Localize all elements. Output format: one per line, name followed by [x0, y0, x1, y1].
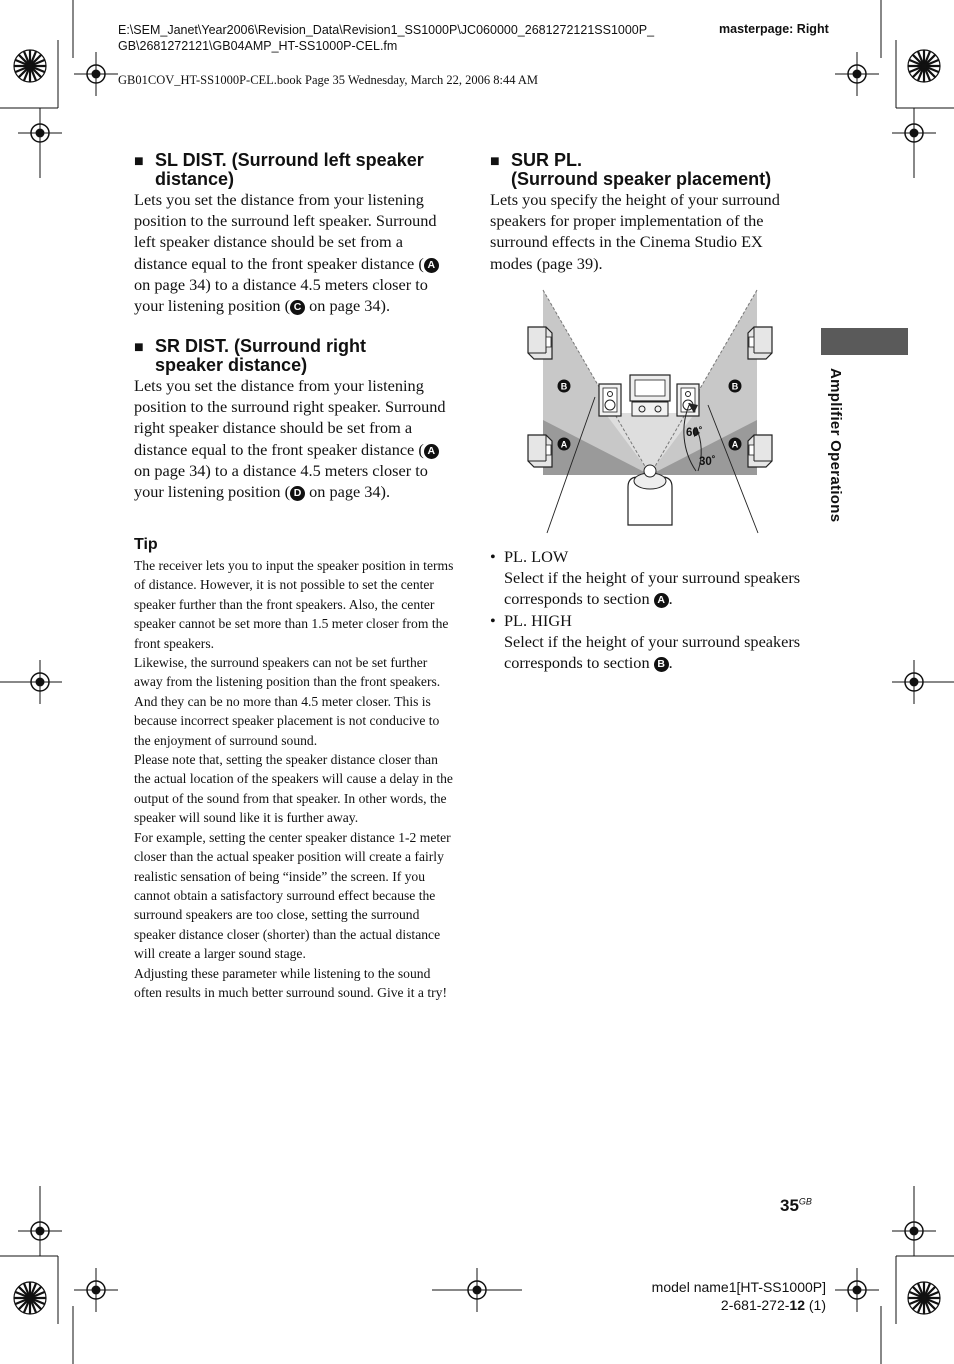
front-left-speaker: [599, 384, 621, 416]
footer-code: [600, 1296, 826, 1314]
svg-text:A: A: [560, 439, 568, 450]
angle-30-label: 30˚: [699, 456, 716, 468]
footer-code-post: (1): [805, 1297, 826, 1313]
option-desc-end: .: [668, 589, 673, 609]
ref-a-icon: A: [654, 593, 669, 608]
option-title: PL. LOW: [504, 547, 569, 566]
placement-options: [490, 546, 810, 673]
tip-paragraph: The receiver lets you to input the speaker position in terms of distance. However, it is not possible to set the center speaker further than the front speakers. Also, the center speaker cannot be set more than 1.5 meter closer from the front speakers.: [134, 558, 454, 651]
sr-dist-body: [134, 375, 454, 502]
sl-dist-text-3: on page 34).: [305, 296, 391, 316]
option-desc: [504, 567, 810, 609]
page-number-suffix: GB: [798, 1196, 812, 1207]
option-desc-end: .: [668, 653, 673, 673]
list-item: [490, 546, 810, 610]
page-number: [780, 1196, 812, 1216]
ref-b-icon: B: [654, 657, 669, 672]
bullet-square-icon: ■: [490, 153, 500, 170]
svg-text:B: B: [560, 381, 568, 392]
footer: [600, 1278, 826, 1314]
sl-dist-heading-text: SL DIST. (Surround left speaker distance): [155, 150, 424, 189]
front-right-speaker: [677, 384, 699, 416]
sl-dist-heading: [134, 151, 464, 191]
sr-dist-heading: [134, 337, 464, 377]
page-number-value: 35: [780, 1196, 799, 1215]
tip-paragraph: Please note that, setting the speaker distance closer than the actual location of the speakers will cause a delay in the output of the sound from that speaker. In other words, the speaker will sound like it is further away.: [134, 752, 453, 826]
section-b-badge-right: [729, 380, 742, 393]
option-title: PL. HIGH: [504, 610, 572, 630]
svg-text:A: A: [731, 439, 739, 450]
bullet-dot-icon: •: [490, 610, 496, 630]
list-item: [490, 610, 810, 674]
sr-dist-heading-text: SR DIST. (Surround right speaker distance): [155, 336, 366, 375]
surround-right-low-speaker: [748, 435, 772, 467]
tip-heading: Tip: [134, 536, 158, 553]
angle-60-label: 60˚: [686, 427, 703, 439]
tip-paragraph: Adjusting these parameter while listening to the sound often results in much better surround sound. Give it a try!: [134, 965, 447, 1000]
ref-a-icon: A: [424, 258, 439, 273]
side-tab-label: [822, 368, 850, 543]
tip-paragraph: Likewise, the surround speakers can not be set further away from the listening position than the front speakers. And they can be no more than 4.5 meter closer. This is because incorrect speaker placement is not conducive to the enjoyment of surround sound.: [134, 655, 441, 748]
footer-code-bold: 12: [789, 1297, 805, 1313]
svg-text:B: B: [731, 381, 739, 392]
surround-left-high-speaker: [528, 327, 552, 359]
sl-dist-body: [134, 189, 454, 316]
footer-model: model name1[HT-SS1000P]: [651, 1279, 826, 1295]
ref-c-icon: C: [290, 300, 305, 315]
bullet-dot-icon: •: [490, 547, 496, 566]
file-path-line1: E:\SEM_Janet\Year2006\Revision_Data\Revision1_SS1000P\JC060000_2681272121SS1000P_: [118, 23, 655, 37]
ref-d-icon: D: [290, 486, 305, 501]
side-tab-marker: [821, 328, 908, 355]
sl-dist-text-1: Lets you set the distance from your listening position to the surround left speaker. Surround left speaker distance should be set from a distance equal to the front speaker distance (: [134, 190, 437, 273]
file-path: [118, 22, 654, 54]
sr-dist-text-2: on page 34) to a distance 4.5 meters closer to your listening position (: [134, 460, 428, 502]
ref-a-icon: A: [424, 444, 439, 459]
sur-pl-body: Lets you specify the height of your surround speakers for proper implementation of the surround effects in the Cinema Studio EX modes (page 39).: [490, 190, 780, 273]
masterpage-label: masterpage: Right: [719, 22, 829, 36]
surround-right-high-speaker: [748, 327, 772, 359]
option-desc-text: Select if the height of your surround speakers corresponds to section: [504, 631, 801, 673]
sr-dist-text-1: Lets you set the distance from your listening position to the surround right speaker. Surround right speaker distance should be set from a distance equal to the front speaker distance (: [134, 376, 446, 459]
tv-and-center-speaker: [630, 375, 670, 416]
section-b-badge-left: [558, 380, 571, 393]
section-a-badge-left: [558, 438, 571, 451]
sr-dist-text-3: on page 34).: [305, 482, 391, 502]
sur-pl-heading-text: SUR PL. (Surround speaker placement): [511, 150, 772, 189]
file-path-line2: GB\2681272121\GB04AMP_HT-SS1000P-CEL.fm: [118, 39, 398, 53]
tip-body: [134, 556, 454, 1002]
tip-paragraph: For example, setting the center speaker distance 1-2 meter closer than the actual speaker position will create a fairly realistic sensation of being “inside” the screen. If you cannot obtain a satisfactory surround effect because the surround speakers are too close, setting the surround speaker distance closer (shorter) than the actual distance will create a larger sound stage.: [134, 829, 451, 962]
section-a-badge-right: [729, 438, 742, 451]
sur-pl-heading: [490, 151, 810, 191]
book-info: GB01COV_HT-SS1000P-CEL.book Page 35 Wednesday, March 22, 2006 8:44 AM: [118, 73, 539, 87]
surround-left-low-speaker: [528, 435, 552, 467]
sl-dist-text-2: on page 34) to a distance 4.5 meters closer to your listening position (: [134, 274, 428, 316]
bullet-square-icon: ■: [134, 153, 144, 170]
speaker-placement-diagram: [520, 285, 790, 540]
option-desc-text: Select if the height of your surround speakers corresponds to section: [504, 568, 801, 609]
bullet-square-icon: ■: [134, 339, 144, 356]
option-desc: [504, 631, 810, 673]
side-tab-label-text: Amplifier Operations: [827, 368, 844, 523]
footer-code-pre: 2-681-272-: [720, 1297, 790, 1313]
